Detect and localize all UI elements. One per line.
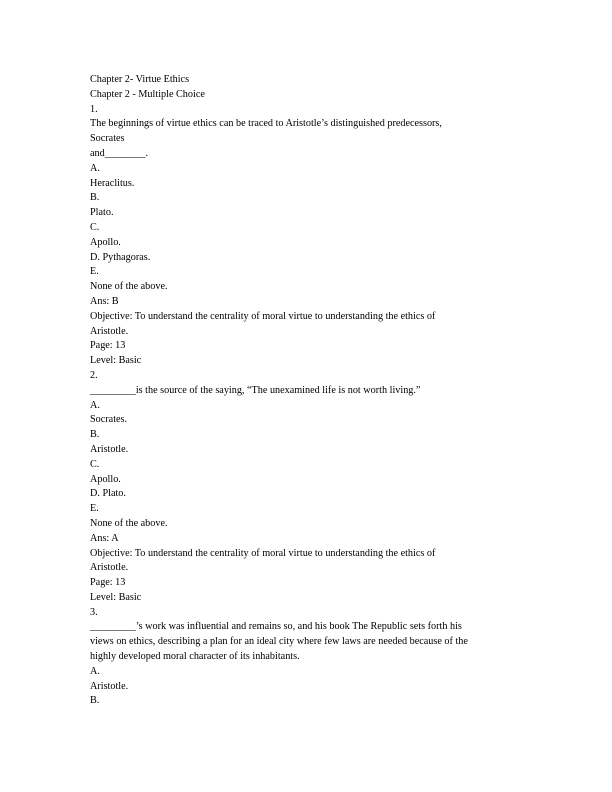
text-line: 1. [90,103,98,115]
text-line: Aristotle. [90,562,129,574]
text-line: 2. [90,369,98,381]
text-line: Aristotle. [90,680,129,692]
document-subtitle: Chapter 2 - Multiple Choice [90,88,205,100]
text-line: _________is the source of the saying, “The unexamined life is not worth living.” [90,384,421,396]
text-line: Aristotle. [90,443,129,455]
text-line: 3. [90,606,98,618]
text-line: Socrates. [90,414,128,426]
text-line: A. [90,399,100,411]
text-line: Apollo. [90,473,121,485]
text-line: E. [90,503,99,515]
text-line: D. Pythagoras. [90,251,151,263]
text-line: Page: 13 [90,577,126,589]
text-line: C. [90,221,100,233]
text-line: B. [90,695,100,707]
text-line: Page: 13 [90,340,126,352]
text-line: highly developed moral character of its inhabitants. [90,651,300,663]
text-line: E. [90,266,99,278]
text-line: Ans: B [90,295,119,307]
text-line: A. [90,162,100,174]
text-line: Objective: To understand the centrality of moral virtue to understanding the ethics of [90,547,436,559]
text-line: C. [90,458,100,470]
document-title: Chapter 2- Virtue Ethics [90,74,190,85]
text-line: Aristotle. [90,325,129,337]
text-line: The beginnings of virtue ethics can be traced to Aristotle’s distinguished predecessors, [90,118,442,130]
text-line: views on ethics, describing a plan for an ideal city where few laws are needed because of the [90,636,468,648]
text-line: Heraclitus. [90,177,135,189]
document-body [90,103,530,710]
text-line: Ans: A [90,532,119,544]
text-line: Level: Basic [90,355,142,367]
text-line: None of the above. [90,281,168,293]
text-line: B. [90,192,100,204]
text-line: B. [90,429,100,441]
text-line: Objective: To understand the centrality of moral virtue to understanding the ethics of [90,310,436,322]
text-line: and________. [90,147,149,159]
document-page [90,73,530,709]
text-line: None of the above. [90,517,168,529]
text-line: D. Plato. [90,488,126,500]
text-line: Apollo. [90,236,121,248]
text-line: Socrates [90,133,125,145]
text-line: Level: Basic [90,591,142,603]
text-line: _________’s work was influential and remains so, and his book The Republic sets forth his [90,621,462,633]
text-line: Plato. [90,207,114,219]
text-line: A. [90,665,100,677]
